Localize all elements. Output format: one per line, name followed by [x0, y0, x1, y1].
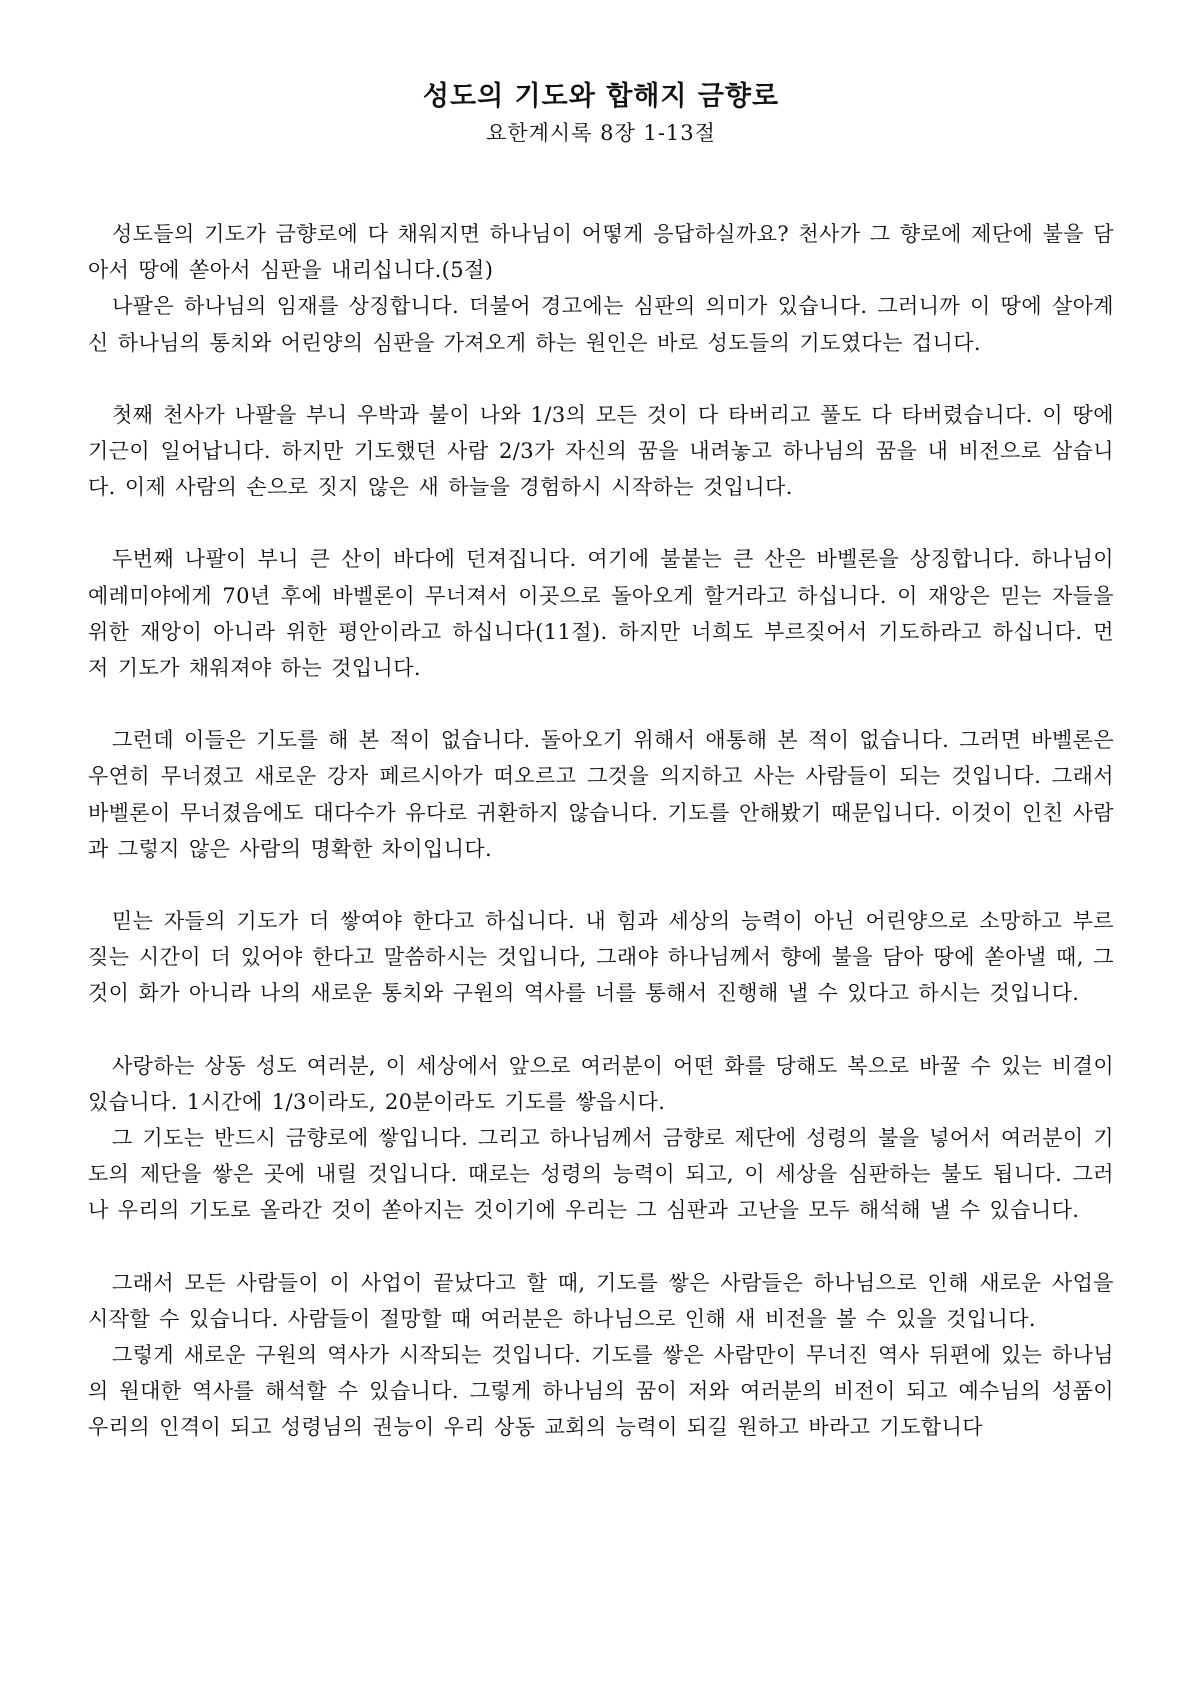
page-title: 성도의 기도와 합해지 금향로	[422, 81, 780, 112]
paragraph: 성도들의 기도가 금향로에 다 채워지면 하나님이 어떻게 응답하실까요? 천사가 그 향로에 제단에 불을 담아서 땅에 쏟아서 심판을 내리십니다.(5절)	[88, 222, 1114, 283]
paragraph: 믿는 자들의 기도가 더 쌓여야 한다고 하십니다. 내 힘과 세상의 능력이 아닌 어린양으로 소망하고 부르짖는 시간이 더 있어야 한다고 말씀하시는 것입니다, 그래야 하나님께서 향에 불을 담아 땅에 쏟아낼 때, 그것이 화가 아니라 나의 새로운 통치와 구원의 역사를 너를 통해서 진행해 낼 수 있다고 하시는 것입니다.	[88, 909, 1114, 1006]
paragraph-spacer	[88, 1012, 1114, 1048]
paragraph: 첫째 천사가 나팔을 부니 우박과 불이 나와 1/3의 모든 것이 다 타버리고 풀도 다 타버렸습니다. 이 땅에 기근이 일어납니다. 하지만 기도했던 사람 2/3가 자신의 꿈을 내려놓고 하나님의 꿈을 내 비전으로 삼습니다. 이제 사람의 손으로 짓지 않은 새 하늘을 경험하시 시작하는 것입니다.	[88, 402, 1114, 500]
paragraph: 그런데 이들은 기도를 해 본 적이 없습니다. 돌아오기 위해서 애통해 본 적이 없습니다. 그러면 바벨론은 우연히 무너졌고 새로운 강자 페르시아가 떠오르고 그것을 의지하고 사는 사람들이 되는 것입니다. 그래서 바벨론이 무너졌음에도 대다수가 유다로 귀환하지 않습니다. 기도를 안해봤기 때문입니다. 이것이 인친 사람과 그렇지 않은 사람의 명확한 차이입니다.	[88, 728, 1114, 861]
paragraph: 그래서 모든 사람들이 이 사업이 끝났다고 할 때, 기도를 쌓은 사람들은 하나님으로 인해 새로운 사업을 시작할 수 있습니다. 사람들이 절망할 때 여러분은 하나님으로 인해 새 비전을 볼 수 있을 것입니다.	[88, 1270, 1114, 1331]
paragraph: 그렇게 새로운 구원의 역사가 시작되는 것입니다. 기도를 쌓은 사람만이 무너진 역사 뒤편에 있는 하나님의 원대한 역사를 해석할 수 있습니다. 그렇게 하나님의 꿈이 저와 여러분의 비전이 되고 예수님의 성품이 우리의 인격이 되고 성령님의 권능이 우리 상동 교회의 능력이 되길 원하고 바라고 기도합니다	[88, 1343, 1114, 1440]
sermon-body	[88, 216, 1114, 1446]
paragraph: 사랑하는 상동 성도 여러분, 이 세상에서 앞으로 여러분이 어떤 화를 당해도 복으로 바꿀 수 있는 비결이 있습니다. 1시간에 1/3이라도, 20분이라도 기도를 쌓읍시다.	[88, 1053, 1114, 1114]
paragraph-spacer	[88, 361, 1114, 397]
paragraph-spacer	[88, 686, 1114, 722]
paragraph: 두번째 나팔이 부니 큰 산이 바다에 던져집니다. 여기에 불붙는 큰 산은 바벨론을 상징합니다. 하나님이 예레미야에게 70년 후에 바벨론이 무너져서 이곳으로 돌아오게 할거라고 하십니다. 이 재앙은 믿는 자들을 위한 재앙이 아니라 위한 평안이라고 하십니다(11절). 하지만 너희도 부르짖어서 기도하라고 하십니다. 먼저 기도가 채워져야 하는 것입니다.	[88, 547, 1114, 681]
paragraph-spacer	[88, 1229, 1114, 1265]
paragraph-spacer	[88, 505, 1114, 541]
scripture-reference: 요한계시록 8장 1-13절	[486, 121, 716, 145]
paragraph: 그 기도는 반드시 금향로에 쌓입니다. 그리고 하나님께서 금향로 제단에 성령의 불을 넣어서 여러분이 기도의 제단을 쌓은 곳에 내릴 것입니다. 때로는 성령의 능력이 되고, 이 세상을 심판하는 불도 됩니다. 그러나 우리의 기도로 올라간 것이 쏟아지는 것이기에 우리는 그 심판과 고난을 모두 해석해 낼 수 있습니다.	[88, 1126, 1114, 1223]
paragraph-spacer	[88, 867, 1114, 903]
paragraph: 나팔은 하나님의 임재를 상징합니다. 더불어 경고에는 심판의 의미가 있습니다. 그러니까 이 땅에 살아계신 하나님의 통치와 어린양의 심판을 가져오게 하는 원인은 바로 성도들의 기도였다는 겁니다.	[88, 294, 1114, 355]
